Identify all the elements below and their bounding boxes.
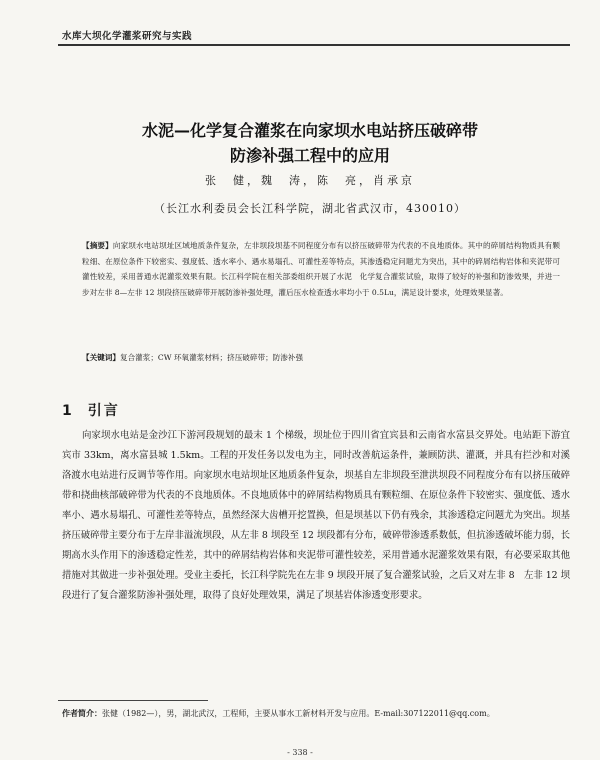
running-header: 水库大坝化学灌浆研究与实践 <box>62 31 193 42</box>
section-title: 引言 <box>87 403 120 419</box>
authors: 张 健，魏 涛，陈 亮，肖承京 <box>205 174 415 187</box>
section-heading <box>62 400 120 420</box>
keywords-text: 复合灌浆；CW 环氧灌浆材料；挤压破碎带；防渗补强 <box>119 353 304 362</box>
abstract-text: 向家坝水电站坝址区域地质条件复杂，左非坝段坝基不同程度分布有以挤压破碎带为代表的不良地质体。其中的碎屑结构物质具有颗粒细、在原位条件下较密实、强度低、透水率小、遇水易塌孔、可灌性差等特点，其渗透稳定问题尤为突出，其中的碎屑结构岩体和夹泥带可灌性较差，采用普通水泥灌浆效果有限。长江科学院在相关部委组织开展了水泥 化学复合灌浆试验，取得了较好的补强和防渗效果，并进一步对左非 8—左非 12 坝段挤压破碎带开展防渗补强处理，灌后压水检查透水率均小于 0.5Lu，满足设计要求，处理效果显著。 <box>82 241 561 297</box>
footnote-rule <box>58 700 208 701</box>
footnote-label: 作者简介： <box>62 708 102 718</box>
footnote <box>62 706 570 721</box>
abstract-label: 【摘要】 <box>82 241 113 250</box>
paper-title <box>60 118 560 168</box>
header-rule <box>58 44 570 46</box>
title-line-2: 防渗补强工程中的应用 <box>229 146 390 165</box>
keywords <box>82 350 560 365</box>
affiliation: （长江水利委员会长江科学院，湖北省武汉市，430010） <box>154 202 466 215</box>
abstract <box>82 238 560 300</box>
body-paragraph: 向家坝水电站是金沙江下游河段规划的最末 1 个梯级，坝址位于四川省宜宾县和云南省水富县交界处。电站距下游宜宾市 33km，离水富县城 1.5km。工程的开发任务以发电为主，同时改善航运条件，兼顾防洪、灌溉，并具有拦沙和对溪洛渡水电站进行反调节等作用。向家坝水电站坝址区地质条件复杂，坝基自左非坝段至泄洪坝段不同程度分布有以挤压破碎带和挠曲核部破碎带为代表的不良地质体。不良地质体中的碎屑结构物质具有颗粒细、在原位条件下较密实、强度低、透水率小、遇水易塌孔、可灌性差等特点，虽然经深大齿槽开挖置换，但是坝基以下仍有残余，其渗透稳定问题尤为突出。坝基挤压破碎带主要分布于左岸非溢流坝段，从左非 8 坝段至 12 坝段都有分布，破碎带渗透系数低，但抗渗透破坏能力弱，长期高水头作用下的渗透稳定性差，其中的碎屑结构岩体和夹泥带可灌性较差，采用普通水泥灌浆效果有限，有必要采取其他措施对其做进一步补强处理。受业主委托，长江科学院先在左非 9 坝段开展了复合灌浆试验，之后又对左非 8 左非 12 坝段进行了复合灌浆防渗补强处理，取得了良好处理效果，满足了坝基岩体渗透变形要求。 <box>62 430 570 601</box>
footnote-text: 张健（1982—），男，湖北武汉，工程师，主要从事水工新材料开发与应用。E-mail:307122011@qq.com。 <box>102 709 495 718</box>
section-number: 1 <box>62 403 74 419</box>
title-line-1: 水泥—化学复合灌浆在向家坝水电站挤压破碎带 <box>141 121 478 140</box>
keywords-label: 【关键词】 <box>82 353 120 362</box>
page-number: - 338 - <box>287 748 313 757</box>
